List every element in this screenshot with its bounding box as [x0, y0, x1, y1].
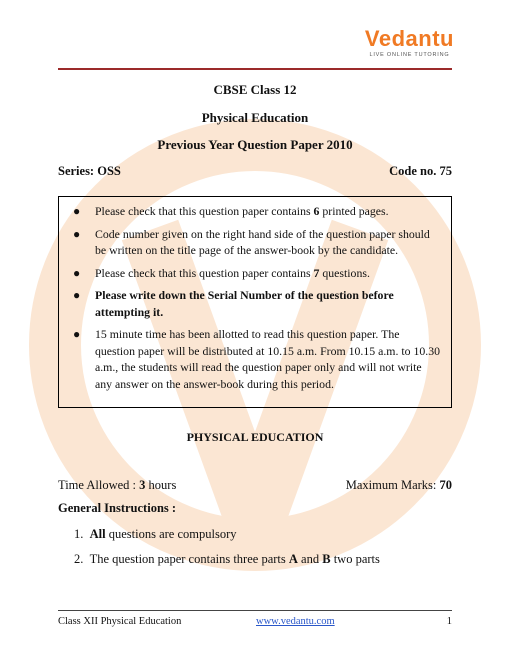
page-number: 1 — [446, 616, 452, 627]
subject-title: Physical Education — [201, 110, 309, 125]
logo-wordmark: Vedantu — [364, 26, 454, 51]
footer-course: Class XII Physical Education — [58, 616, 182, 627]
vedantu-logo — [365, 28, 454, 58]
section-heading: PHYSICAL EDUCATION — [186, 430, 324, 444]
bullet-icon: ● — [73, 288, 81, 302]
class-title: CBSE Class 12 — [213, 82, 297, 97]
maximum-marks: Maximum Marks: 70 — [345, 478, 452, 492]
code-label: Code no. 75 — [389, 164, 452, 178]
instructions-box — [58, 196, 452, 408]
footer-rule — [58, 610, 452, 611]
bullet-icon: ● — [73, 327, 81, 341]
general-instructions-heading: General Instructions : — [58, 501, 177, 515]
header-rule — [58, 68, 452, 70]
bullet-icon: ● — [73, 204, 81, 218]
general-instruction-item: 1. All questions are compulsory — [74, 527, 237, 541]
logo-tagline: LIVE ONLINE TUTORING — [369, 52, 450, 58]
bullet-icon: ● — [73, 226, 81, 241]
instruction-item: ● 15 minute time has been allotted to read this question paper. The question paper will be distributed at 10.15 a.m. From 10.15 a.m. to 10.30 a.m., the students will read the question paper only and will not write any answer on the answer-book during this period. — [73, 327, 441, 391]
general-instruction-item: 2. The question paper contains three parts A and B two parts — [74, 552, 380, 566]
series-label: Series: OSS — [58, 164, 121, 178]
instruction-item: ● Code number given on the right hand side of the question paper should be written on the title page of the answer-book by the candidate. — [73, 226, 430, 257]
page-footer — [58, 616, 452, 627]
series-code-row — [58, 164, 452, 179]
instruction-item: ● Please check that this question paper contains 6 printed pages. — [73, 204, 389, 218]
time-marks-row — [58, 478, 452, 493]
bullet-icon: ● — [73, 265, 81, 280]
time-allowed: Time Allowed : 3 hours — [58, 478, 177, 492]
paper-title: Previous Year Question Paper 2010 — [157, 137, 353, 152]
instruction-item: ● Please write down the Serial Number of the question before attempting it. — [73, 288, 394, 319]
vedantu-link[interactable]: www.vedantu.com — [256, 616, 335, 627]
instruction-item: ● Please check that this question paper contains 7 questions. — [73, 265, 370, 280]
